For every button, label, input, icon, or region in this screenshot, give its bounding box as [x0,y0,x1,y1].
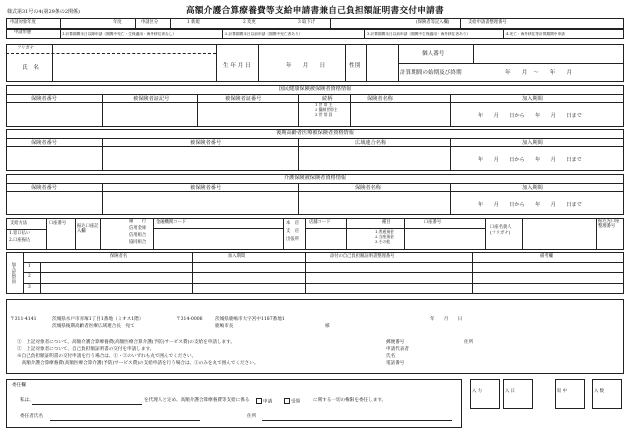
kokuho-col-relation: 続柄 [322,96,333,102]
kokuho-col-number: 被保険者証番号 [225,96,262,102]
bank-memo-label: 振込先口座整理番号 [598,219,620,229]
year-unit: 年度 [113,20,122,25]
applicant-rep-label: 申請代表者 [386,347,409,352]
account-no-label: 口座番号 [424,220,442,225]
app-type-cancel[interactable]: 3 取下げ [298,20,315,25]
applicant-name-label: 氏名 [386,354,396,359]
branch-type-branch[interactable]: 支 店 [286,229,299,234]
account-prefix-label: 振込口座記入欄 [77,224,99,234]
declaration-date[interactable]: 年 月 日 [430,317,463,322]
delegation-prefix: 私は、 [20,398,34,403]
addr2-org: 鹿嶋市長 [215,324,234,329]
period-option-4[interactable]: 4.死亡・海外移住等計算期間中申請 [506,32,565,36]
delegator-name-label: 委任者氏名 [20,414,43,419]
payment-window[interactable]: 1.窓口払い [9,231,31,236]
account-type-label: 種目 [382,220,391,225]
branch-code-label: 店舗コード [309,220,331,225]
kokuho-section-title: 国民健康保険被保険者資格情報 [278,86,352,92]
delegation-title: 委任欄 [12,383,26,388]
kaigo-period-format[interactable]: 年 月 日から 年 月 日まで [478,202,582,208]
relation-option-1[interactable]: 1 世 帯 主 [315,102,333,107]
holder-label: 口座名義人 [490,225,512,230]
declaration-note-2: 高額介護合算療養費(高額医療合算介護(予防)サービス費)の支給申請を行う場合は、①のみを丸で囲んでください。 [17,361,259,366]
stamp-label-4: 入 数 [594,389,604,394]
applicant-addr-label: 住所 [464,340,474,345]
members-col-cert: 添付の自己負担額証明書整理番号 [330,254,395,259]
stamp-label-2: 入 日 [505,389,515,394]
members-side-label: 加入世帯員 [10,262,16,284]
apply-checkbox-icon[interactable] [256,398,262,404]
support-no-label: 支給申請書整理番号 [468,20,507,25]
calc-period-label: 計算期間の始期及び終期 [400,70,462,76]
kokuho-col-period: 加入期間 [522,96,543,102]
header-row-1 [6,18,624,29]
declaration-item-1[interactable]: ① 上記対象者について、高額介護合算療養費(高額医療合算介護(予防)サービス費)の支給を申請します。 [17,340,235,345]
bank-type-shinkumi[interactable]: 信用組合 [129,233,147,238]
kokuho-period-format[interactable]: 年 月 日から 年 月 日まで [478,113,582,119]
kouki-period-format[interactable]: 年 月 日から 年 月 日まで [478,157,582,163]
calc-period-format[interactable]: 年 月 ～ 年 月 [505,70,573,76]
delegation-opt-apply-label: 申請 [263,399,273,405]
name-label: 氏 名 [22,65,39,71]
delegation-opt-receive[interactable] [283,398,300,405]
kokuho-col-insurer: 保険者番号 [31,96,57,102]
period-type-label: 申請形態 [14,30,32,35]
delegation-text: を代理人と定め、高額介護合算療養費等支給に係る [144,398,250,403]
kaigo-col-number: 被保険者番号 [190,185,222,191]
members-col-remarks: 備考欄 [540,254,553,259]
branch-type-sub[interactable]: 出張所 [286,237,299,242]
declaration-note-1: ※自己負担額証明書の交付申請を行う場合は、①・②のいずれも丸で囲んでください。 [17,354,197,359]
payment-transfer[interactable]: 2.口座振込 [9,238,31,243]
account-type-toza[interactable]: 2.当座預金 [375,234,394,239]
kouki-col-insurer: 保険者番号 [31,140,57,146]
birth-date-format[interactable]: 年 月 日 [286,63,326,69]
app-type-change[interactable]: 2 変更 [243,20,256,25]
members-col-period: 加入期間 [228,254,246,259]
sex-label: 性別 [349,63,361,69]
birth-label: 生 年 月 日 [223,63,251,69]
period-option-3[interactable]: 3.計算期間末日以前申請（期間中生保適用・海外移住者あり） [367,32,471,36]
applicant-zip-label: 郵便番号 [386,340,405,345]
bank-type-bank[interactable]: 銀 行 [129,219,147,224]
kokuho-col-name: 保険者名称 [367,96,393,102]
bank-type-kyodo[interactable]: 協同組合 [129,240,147,245]
bank-type-shinkin[interactable]: 信用金庫 [129,226,147,231]
members-col-name: 保険者名 [110,254,128,259]
holder-furigana: (フリガナ) [490,231,511,236]
members-table [6,252,624,294]
furigana-label: フリガナ [17,46,34,51]
kouki-col-period: 加入期間 [522,140,543,146]
form-title: 高額介護合算療養費等支給申請書兼自己負担額証明書交付申請書 [186,6,444,16]
relation-option-2[interactable]: 2 擬制世帯主 [315,107,338,112]
members-row-1: 1 [28,264,31,269]
branch-type-main[interactable]: 本 店 [286,221,299,226]
period-option-1[interactable]: 1.計算期間末日以降申請（期間中死亡・生保適用・海外移住者なし） [62,32,177,36]
insurer-mark-label: (保険者等記入欄) [416,20,450,25]
target-year-label: 申請対象年度 [10,20,36,25]
delegation-opt-receive-label: 受領 [291,399,301,405]
members-row-2: 2 [28,274,31,279]
kokuho-col-symbol: 被保険者証記号 [133,96,170,102]
declaration-item-2[interactable]: ② 上記対象者について、自己負担額証明書の交付を申請します。 [17,347,155,352]
kouki-col-name: 広域連合名称 [355,140,387,146]
addr2-suffix: 様 [325,324,330,329]
bank-code-label: 金融機関コード [156,220,187,225]
relation-option-3[interactable]: 3 世 帯 員 [315,112,333,117]
addr1-org: 茨城県後期高齢者医療広域連合長 宛て [52,324,135,329]
stamp-label-3: 収 中 [557,389,567,394]
period-option-2[interactable]: 2.計算期間末日以前申請（期間中死亡者あり） [225,32,303,36]
delegation-opt-apply[interactable] [255,398,272,405]
addr1-street: 茨城県水戸市赤塚1丁目1番地（ミオス1階） [52,317,144,322]
account-type-other[interactable]: 3.その他 [375,239,391,244]
addr2-zip: 〒314-0006 [176,317,203,322]
app-type-label: 申請区分 [141,20,159,25]
delegation-suffix: に関する一切の権限を委任します。 [313,398,387,403]
delegator-address-label: 住所 [247,414,257,419]
personal-no-label: 個人番号 [422,51,445,57]
kaigo-col-name: 保険者名称 [355,185,381,191]
receive-checkbox-icon[interactable] [284,398,290,404]
kaigo-section-title: 介護保険被保険者資格情報 [283,175,347,181]
addr1-zip: 〒311-4141 [10,317,37,322]
kaigo-col-period: 加入期間 [522,185,543,191]
app-type-new[interactable]: 1 新規 [187,20,200,25]
members-row-3: 3 [28,285,31,290]
account-no-marker: 口座番号 [49,221,67,226]
kouki-col-number: 被保険者番号 [190,140,222,146]
addr2-street: 茨城県鹿嶋市大字宮中1187番地1 [215,317,285,322]
stamp-label-1: 入 力 [472,389,482,394]
account-type-futsu[interactable]: 1.普通預金 [375,229,394,234]
payment-method-label: 支給方法 [10,221,28,226]
form-number: 様式第31号の4(第29条の2関係) [7,9,80,15]
kaigo-col-insurer: 保険者番号 [31,185,57,191]
applicant-phone-label: 電話番号 [386,361,405,366]
kouki-section-title: 後期高齢者医療被保険者資格情報 [276,130,354,136]
